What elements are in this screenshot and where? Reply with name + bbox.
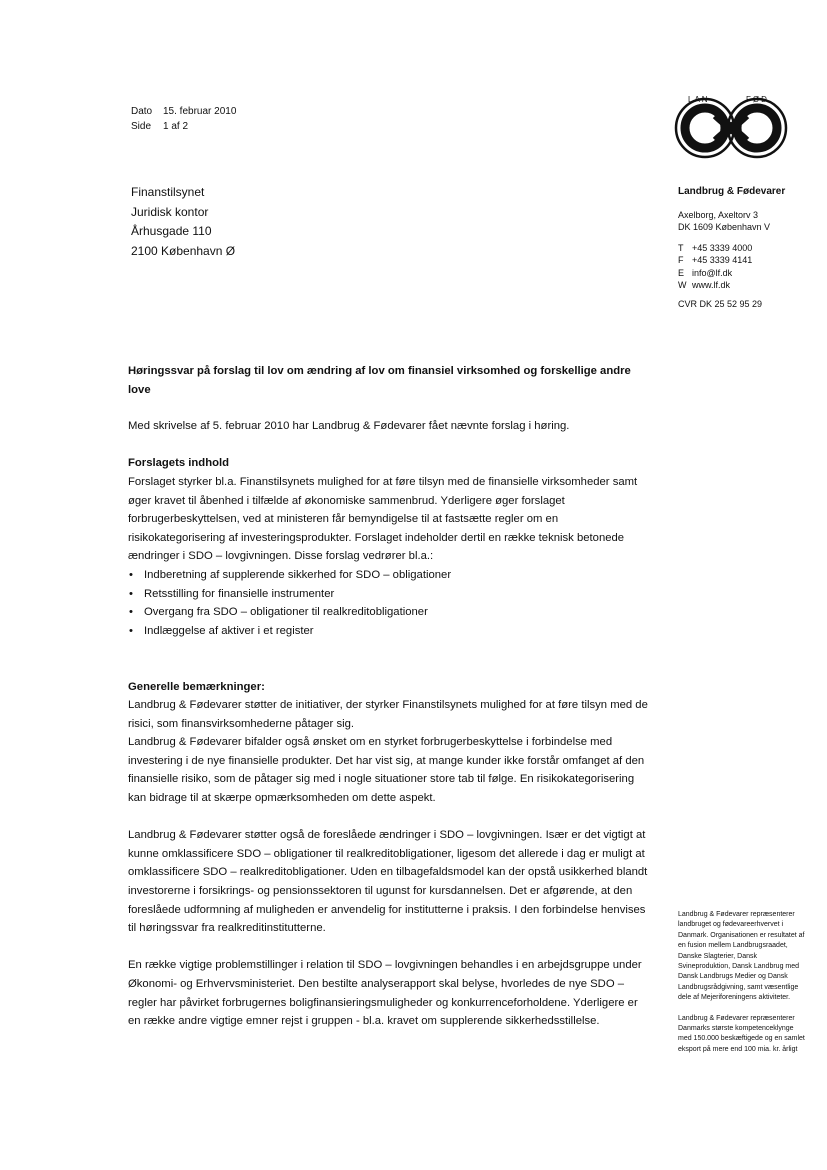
section-paragraph: Forslaget styrker bl.a. Finanstilsynets mulighed for at føre tilsyn med de finansielle virksomheder samt øger kravet til åbenhed i tilfælde af økonomiske sammenbrud. Yderligere øger forslaget forbrugerbeskyttelsen, ved at ministeren får bemyndigelse til at fastsætte regler om en risikokategorisering af investeringsprodukter. Forslaget indeholder dertil en række teknisk betonede ændringer i SDO – lovgivningen. Disse forslag vedrører bl.a.: xyxy=(128,475,638,563)
recipient-line: Århusgade 110 xyxy=(131,224,212,238)
svg-text:FØD: FØD xyxy=(746,95,769,104)
svg-text:LAN: LAN xyxy=(688,95,710,104)
list-item: • Indberetning af supplerende sikkerhed for SDO – obligationer xyxy=(128,566,650,585)
sender-org: Landbrug & Fødevarer xyxy=(678,186,786,197)
list-item: • Retsstilling for finansielle instrumenter xyxy=(128,585,650,604)
intro-paragraph: Med skrivelse af 5. februar 2010 har Landbrug & Fødevarer fået nævnte forslag i høring. xyxy=(128,420,570,433)
letter-body xyxy=(128,362,650,1031)
contact-web: W www.lf.dk xyxy=(678,280,731,290)
sender-block xyxy=(678,186,818,310)
address-line: Axelborg, Axeltorv 3 xyxy=(678,209,759,220)
recipient-address xyxy=(131,183,235,261)
document-meta xyxy=(131,104,236,134)
date-label: Dato xyxy=(131,106,153,117)
contact-fax: F +45 3339 4141 xyxy=(678,255,753,265)
section-paragraph: Landbrug & Fødevarer støtter de initiativer, der styrker Finanstilsynets mulighed for at føre tilsyn med de risici, som finansvirksomhederne påtager sig. xyxy=(128,699,648,730)
sender-cvr: CVR DK 25 52 95 29 xyxy=(678,298,763,309)
section-heading: Generelle bemærkninger: xyxy=(128,680,265,693)
side-note: Landbrug & Fødevarer repræsenterer Danmarks største kompetenceklynge med 150.000 beskæftigede og en samlet eksport på mere end 100 mia. kr. årligt xyxy=(678,1014,805,1053)
list-item: • Overgang fra SDO – obligationer til realkreditobligationer xyxy=(128,603,650,622)
recipient-line: Finanstilsynet xyxy=(131,185,205,199)
contact-phone: T +45 3339 4000 xyxy=(678,242,753,253)
page-row xyxy=(131,119,236,134)
sender-address xyxy=(678,209,818,234)
section-paragraph: Landbrug & Fødevarer bifalder også ønsket om en styrket forbrugerbeskyttelse i forbindelse med investering i de nye finansielle produkter. Det har vist sig, at mange kunder ikke forstår omfanget af den finansielle risiko, som de påtager sig med i nogle situationer store tab til følge. En risikokategorisering kan bidrage til at skærpe opmærksomheden om dette aspekt. xyxy=(128,736,645,805)
date-row xyxy=(131,104,236,119)
page-value: 1 af 2 xyxy=(163,121,189,132)
side-notes xyxy=(678,910,808,1065)
bullet-list xyxy=(128,566,650,640)
recipient-line: 2100 København Ø xyxy=(131,243,236,258)
side-note: Landbrug & Fødevarer repræsenterer landbruget og fødevareerhvervet i Danmark. Organisationen er resultatet af en fusion mellem Landbrugsraadet, Danske Slagterier, Dansk Svineproduktion, Dansk Landbrug med Dansk Landbrugs Medier og Dansk Landbrugsrådgivning, samt væsentlige dele af Mejeriforeningens aktiviteter. xyxy=(678,911,805,1002)
contact-email: E info@lf.dk xyxy=(678,267,733,278)
body-paragraph: Landbrug & Fødevarer støtter også de foreslåede ændringer i SDO – lovgivningen. Især er det vigtigt at kunne omklassificere SDO – obligationer til realkreditobligationer, ligesom det allerede i dag er muligt at omklassificere SDO – realkreditobligationer. Uden en tilbagefaldsmodel kan der opstå usikkerhed blandt investorerne i forsikrings- og pensionssektoren til ugunst for kursdannelsen. Det er afgørende, at den foreslåede udformning af muligheden er anvendelig for institutterne i praksis. I den forbindelse henvises til høringssvar fra realkreditinstitutterne. xyxy=(128,829,648,935)
body-paragraph: En række vigtige problemstillinger i relation til SDO – lovgivningen behandles i en arbejdsgruppe under Økonomi- og Erhvervsministeriet. Den bestilte analyserapport skal belyse, hvorledes de nye SDO – regler har påvirket forbrugernes boligfinansieringsmuligheder og konkurrenceforholdene. Yderligere er en række andre vigtige emner rejst i gruppen - bl.a. kravet om supplerende sikkerhedsstillelse. xyxy=(128,959,642,1028)
letter-title: Høringssvar på forslag til lov om ændring af lov om finansiel virksomhed og forskellige andre love xyxy=(128,365,631,396)
recipient-line: Juridisk kontor xyxy=(131,204,209,219)
page-label: Side xyxy=(131,121,152,132)
list-item: • Indlæggelse af aktiver i et register xyxy=(128,622,650,641)
date-value: 15. februar 2010 xyxy=(163,106,237,117)
company-logo xyxy=(672,93,790,163)
section-heading: Forslagets indhold xyxy=(128,457,230,470)
address-line: DK 1609 København V xyxy=(678,222,771,232)
